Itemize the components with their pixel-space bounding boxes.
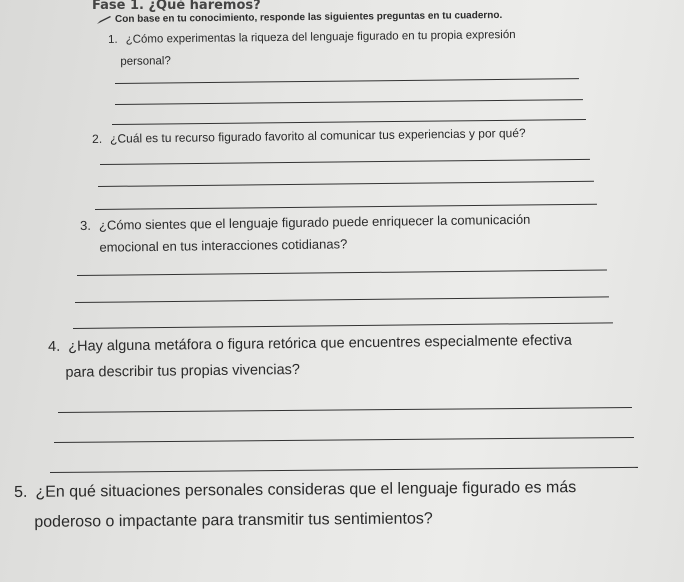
question-2 [92, 126, 526, 146]
answer-line [77, 269, 607, 276]
question-text-line: poderoso o impactante para transmitir tus sentimientos? [34, 510, 433, 531]
question-text-line: ¿Cuál es tu recurso figurado favorito al comunicar tus experiencias y por qué? [110, 125, 526, 146]
question-3 [80, 212, 531, 255]
question-text-line: para describir tus propias vivencias? [65, 361, 301, 381]
question-text-line: ¿Hay alguna metáfora o figura retórica que encuentres especialmente efectiva [68, 332, 573, 355]
question-number: 4. [48, 338, 61, 355]
answer-line [50, 467, 638, 473]
question-number: 2. [92, 131, 103, 146]
answer-line [95, 204, 597, 210]
question-number: 3. [80, 217, 92, 233]
answer-line [54, 437, 634, 443]
question-4 [48, 333, 572, 381]
answer-line [115, 99, 583, 105]
question-text-line: ¿En qué situaciones personales consideras que el lenguaje figurado es más [35, 479, 577, 501]
instruction-text: Con base en tu conocimiento, responde las siguientes preguntas en tu cuaderno. [114, 9, 503, 25]
question-text-line: ¿Cómo experimentas la riqueza del lenguaje figurado en tu propia expresión [125, 29, 516, 46]
answer-line [112, 119, 586, 125]
question-5 [14, 479, 577, 532]
answer-line [58, 407, 632, 413]
question-number: 1. [108, 33, 118, 46]
pencil-icon [96, 15, 112, 25]
phase-title: Fase 1. ¿Qué haremos? [92, 0, 261, 13]
answer-line [100, 159, 590, 165]
answer-line [73, 322, 613, 329]
question-text-line: emocional en tus interacciones cotidianas? [99, 236, 348, 255]
answer-line [115, 78, 579, 84]
question-text-line: personal? [120, 55, 171, 68]
answer-line [75, 296, 609, 303]
answer-line [98, 181, 594, 187]
question-text-line: ¿Cómo sientes que el lenguaje figurado puede enriquecer la comunicación [98, 211, 531, 233]
question-number: 5. [14, 483, 28, 501]
question-1 [108, 29, 516, 68]
